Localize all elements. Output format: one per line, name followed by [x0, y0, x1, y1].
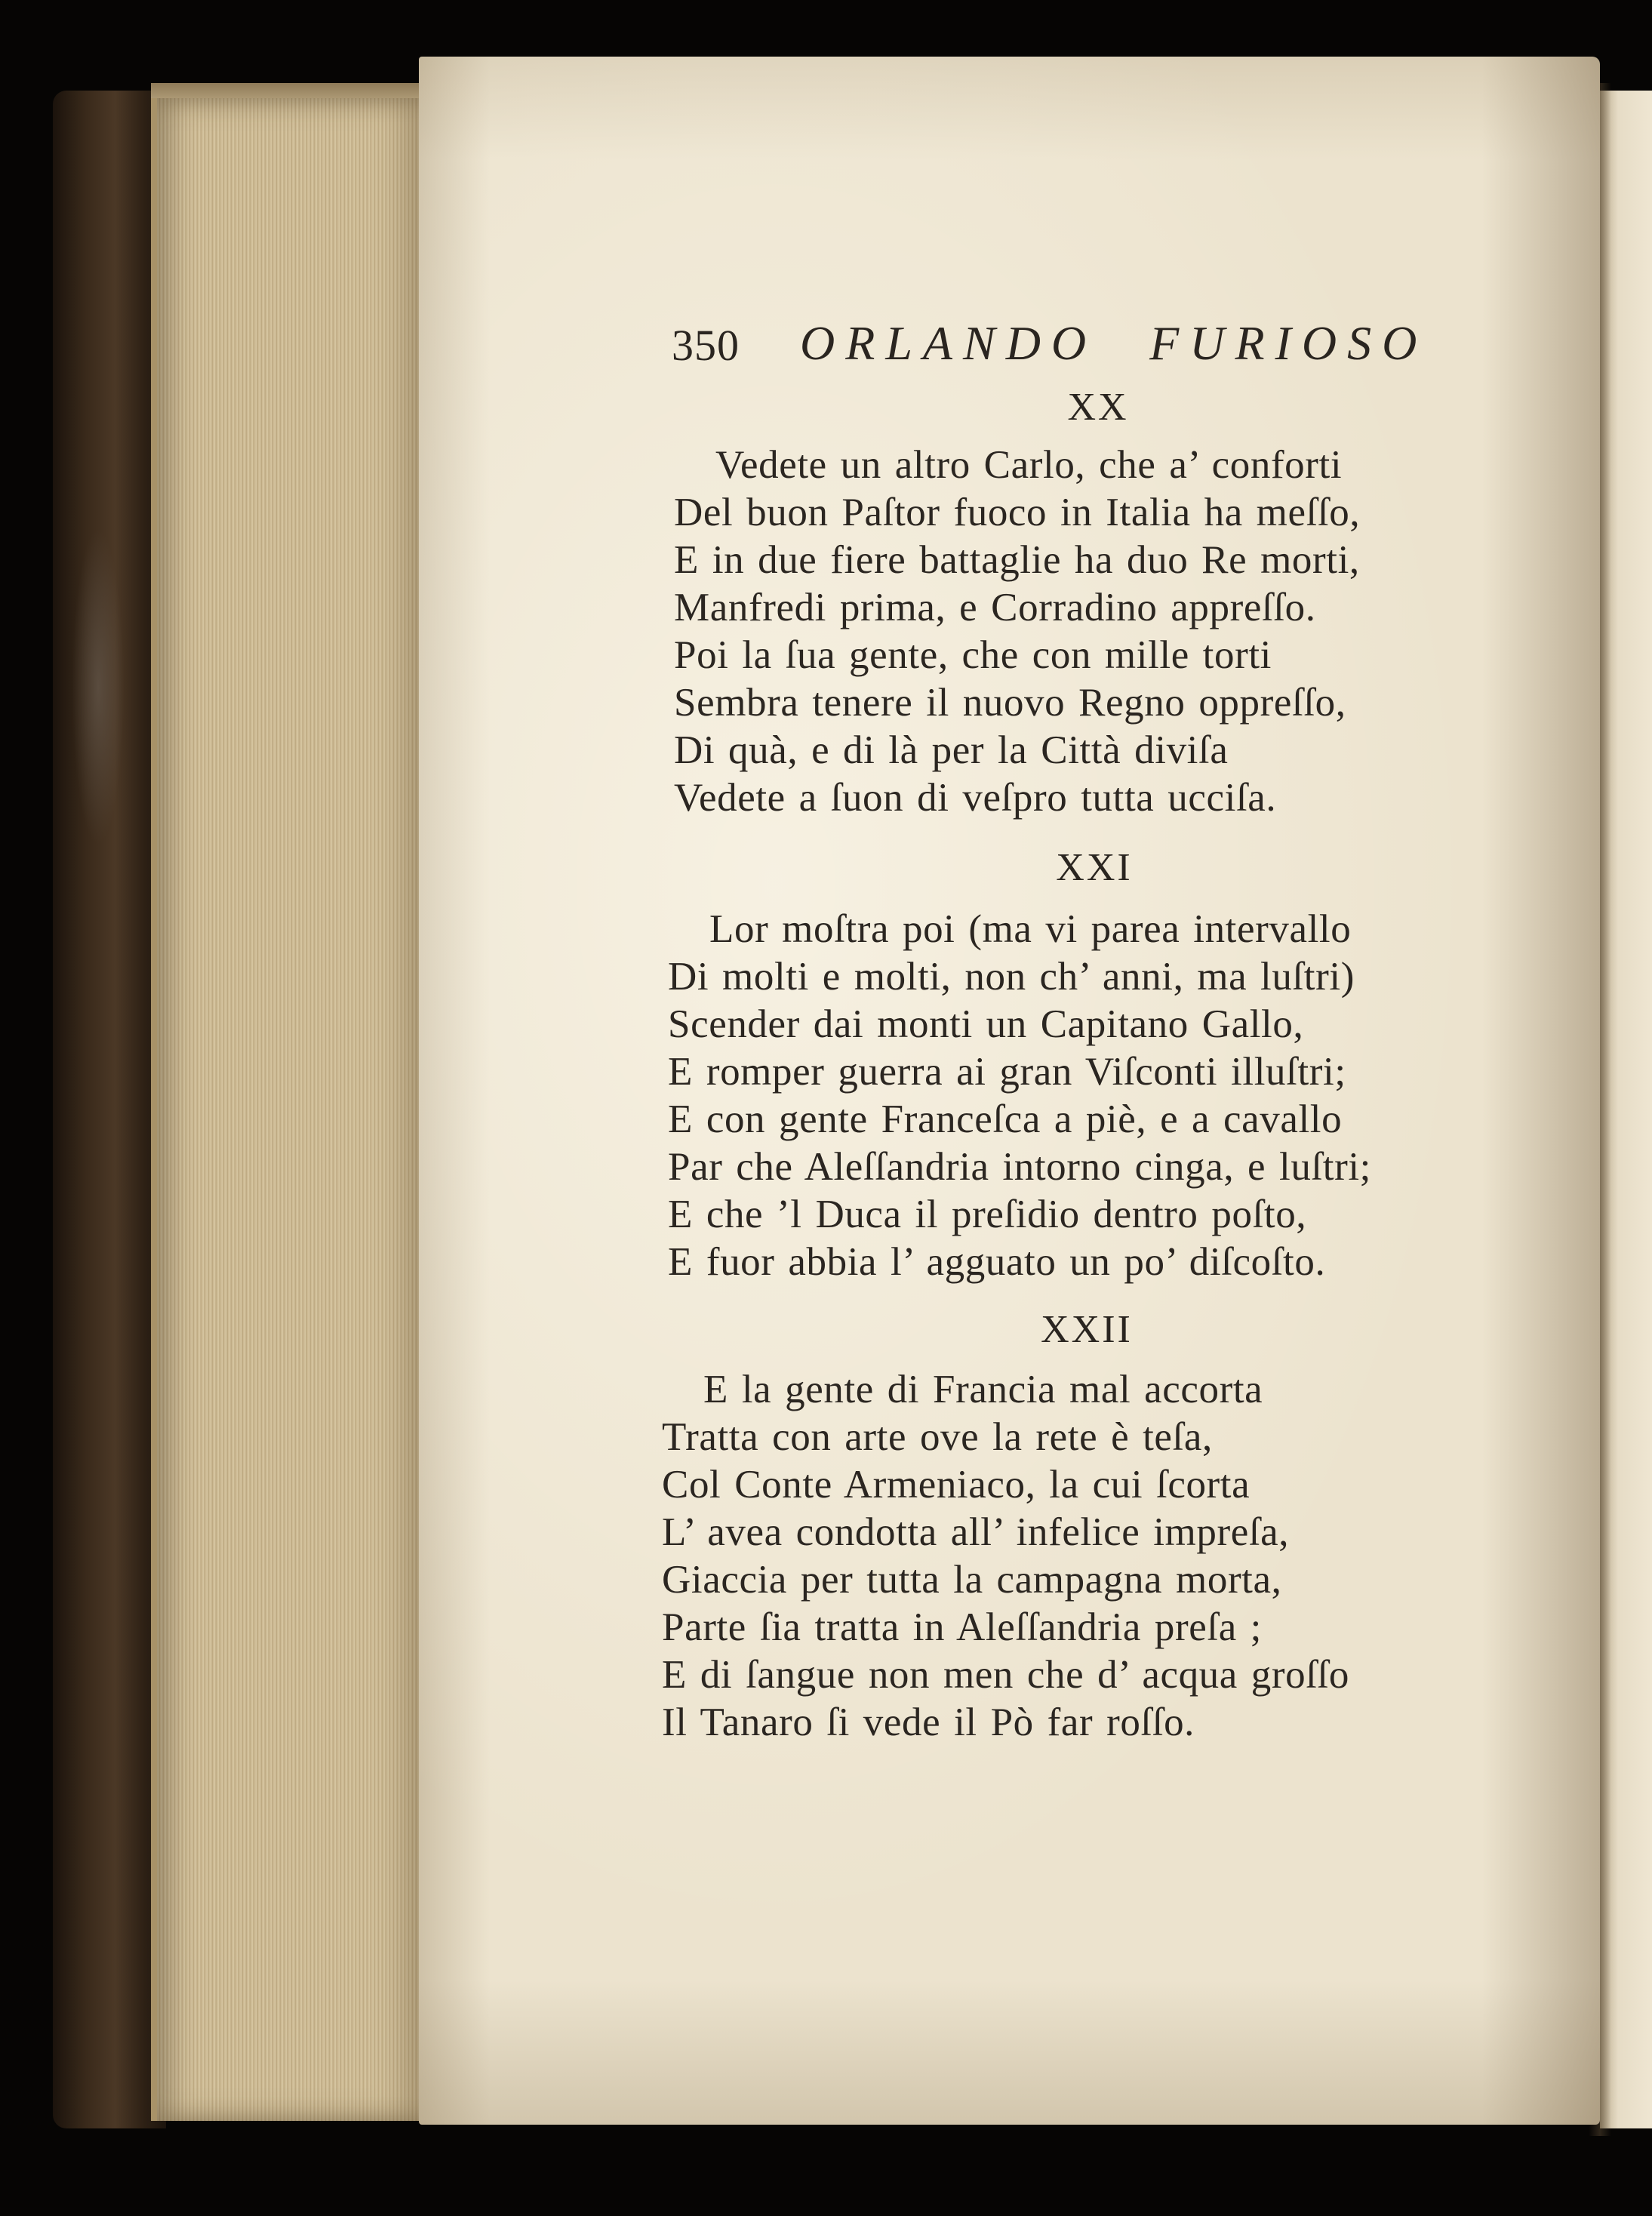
book-title: ORLANDO FURIOSO [800, 316, 1428, 370]
stanza [662, 1366, 1349, 1747]
book-spine [53, 91, 166, 2128]
verse-line: Vedete a ſuon di veſpro tutta ucciſa. [674, 776, 1277, 820]
verse-line: Di molti e molti, non ch’ anni, ma luſtri) [668, 955, 1355, 999]
stanza-number: XXI [1056, 846, 1133, 889]
verse-line: Scender dai monti un Capitano Gallo, [668, 1002, 1304, 1046]
stanza [674, 442, 1360, 822]
verse-line: Il Tanaro ſi vede il Pò far roſſo. [662, 1700, 1195, 1744]
verse-line: Tratta con arte ove la rete è teſa, [662, 1415, 1213, 1459]
verse-line: L’ avea condotta all’ infelice impreſa, [662, 1510, 1290, 1554]
spine-wear [72, 528, 125, 845]
verse-line: E di ſangue non men che d’ acqua groſſo [662, 1653, 1349, 1697]
page-number: 350 [672, 321, 740, 370]
verse-line: Lor moſtra poi (ma vi parea intervallo [709, 907, 1352, 951]
stanza-number: XXII [1041, 1308, 1133, 1351]
verse-line: E fuor abbia l’ agguato un po’ diſcoſto. [668, 1240, 1326, 1284]
verse-line: Parte ſia tratta in Aleſſandria preſa ; [662, 1605, 1262, 1649]
page-edges [151, 98, 429, 2121]
verse-line: E in due fiere battaglie ha duo Re morti, [674, 538, 1360, 582]
verse-line: Col Conte Armeniaco, la cui ſcorta [662, 1463, 1251, 1507]
verse-line: E con gente Franceſca a piè, e a cavallo [668, 1097, 1343, 1141]
verse-line: Del buon Paſtor fuoco in Italia ha meſſo, [674, 491, 1361, 534]
verse-line: Vedete un altro Carlo, che a’ conforti [715, 443, 1343, 487]
verse-line: Giaccia per tutta la campagna morta, [662, 1558, 1282, 1602]
verse-line: E la gente di Francia mal accorta [703, 1368, 1263, 1411]
verse-line: Poi la ſua gente, che con mille torti [674, 633, 1272, 677]
verse-line: E che ’l Duca il preſidio dentro poſto, [668, 1193, 1307, 1236]
verse-line: Manfredi prima, e Corradino appreſſo. [674, 586, 1316, 629]
stanza [668, 906, 1371, 1286]
verse-line: Par che Aleſſandria intorno cinga, e luſtri; [668, 1145, 1371, 1189]
running-head [672, 315, 1441, 376]
verse-line: E romper guerra ai gran Viſconti illuſtri; [668, 1050, 1346, 1094]
verse-line: Di quà, e di là per la Città diviſa [674, 728, 1229, 772]
stanza-number: XX [1067, 386, 1129, 429]
verse-line: Sembra tenere il nuovo Regno oppreſſo, [674, 681, 1346, 725]
